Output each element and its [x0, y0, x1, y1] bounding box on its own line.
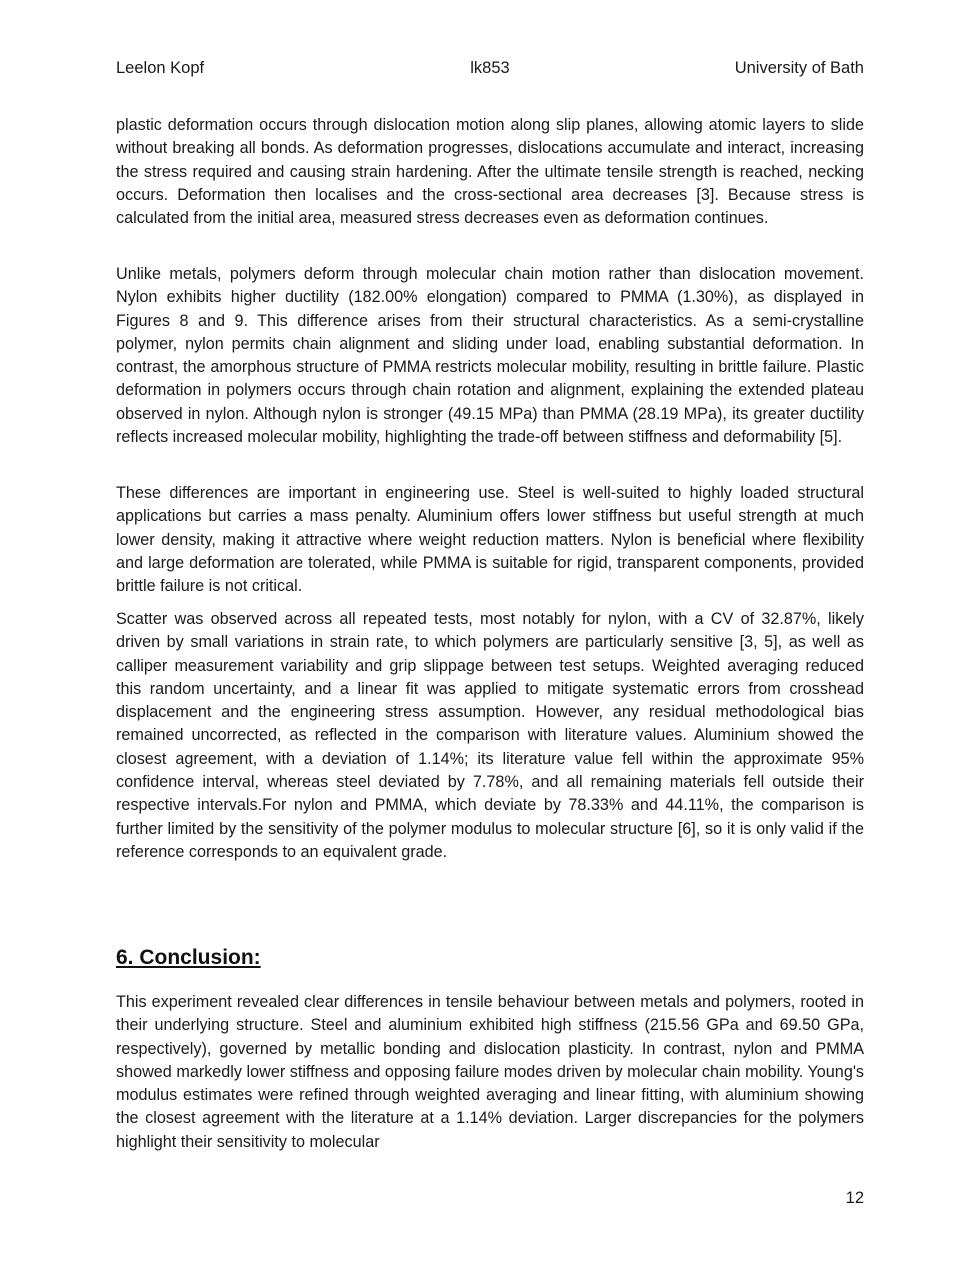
header-student-id: lk853 — [470, 59, 510, 77]
paragraph-plastic-deformation: plastic deformation occurs through dislocation motion along slip planes, allowing atomic layers to slide without breaking all bonds. As deformation progresses, dislocations accumulate and interact, increasing the stress required and causing strain hardening. After the ultimate tensile strength is reached, necking occurs. Deformation then localises and the cross-sectional area decreases [3]. Because stress is calculated from the initial area, measured stress decreases even as deformation continues. — [116, 116, 864, 228]
page-header — [116, 57, 864, 79]
paragraph-scatter-uncertainty: Scatter was observed across all repeated tests, most notably for nylon, with a CV of 32.87%, likely driven by small variations in strain rate, to which polymers are particularly sensitive [3, 5], as well as calliper measurement variability and grip slippage between test setups. Weighted averaging reduced this random uncertainty, and a linear fit was applied to mitigate systematic errors from crosshead displacement and the engineering stress assumption. However, any residual methodological bias remained uncorrected, as reflected in the comparison with literature values. Aluminium showed the closest agreement, with a deviation of 1.14%; its literature value fell within the approximate 95% confidence interval, whereas steel deviated by 7.78%, and all remaining materials fell outside their respective intervals.For nylon and PMMA, which deviate by 78.33% and 44.11%, the comparison is further limited by the sensitivity of the polymer modulus to molecular structure [6], so it is only valid if the reference corresponds to an equivalent grade. — [116, 610, 864, 861]
paragraph-polymer-deformation: Unlike metals, polymers deform through molecular chain motion rather than dislocation movement. Nylon exhibits higher ductility (182.00% elongation) compared to PMMA (1.30%), as displayed in Figures 8 and 9. This difference arises from their structural characteristics. As a semi-crystalline polymer, nylon permits chain alignment and sliding under load, enabling substantial deformation. In contrast, the amorphous structure of PMMA restricts molecular mobility, resulting in brittle failure. Plastic deformation in polymers occurs through chain rotation and alignment, explaining the extended plateau observed in nylon. Although nylon is stronger (49.15 MPa) than PMMA (28.19 MPa), its greater ductility reflects increased molecular mobility, highlighting the trade-off between stiffness and deformability [5]. — [116, 265, 864, 447]
header-institution: University of Bath — [734, 59, 864, 77]
header-author: Leelon Kopf — [116, 59, 205, 77]
paragraph-conclusion: This experiment revealed clear differences in tensile behaviour between metals and polymers, rooted in their underlying structure. Steel and aluminium exhibited high stiffness (215.56 GPa and 69.50 GPa, respectively), governed by metallic bonding and dislocation plasticity. In contrast, nylon and PMMA showed markedly lower stiffness and opposing failure modes driven by molecular chain mobility. Young's modulus estimates were refined through weighted averaging and linear fitting, with aluminium showing the closest agreement with the literature at a 1.14% deviation. Larger discrepancies for the polymers highlight their sensitivity to molecular — [116, 993, 864, 1151]
page-number: 12 — [845, 1189, 864, 1207]
section-heading-conclusion: 6. Conclusion: — [116, 946, 261, 969]
paragraph-engineering-use: These differences are important in engineering use. Steel is well-suited to highly loaded structural applications but carries a mass penalty. Aluminium offers lower stiffness but useful strength at much lower density, making it attractive where weight reduction matters. Nylon is beneficial where flexibility and large deformation are tolerated, while PMMA is suitable for rigid, transparent components, provided brittle failure is not critical. — [116, 484, 864, 596]
